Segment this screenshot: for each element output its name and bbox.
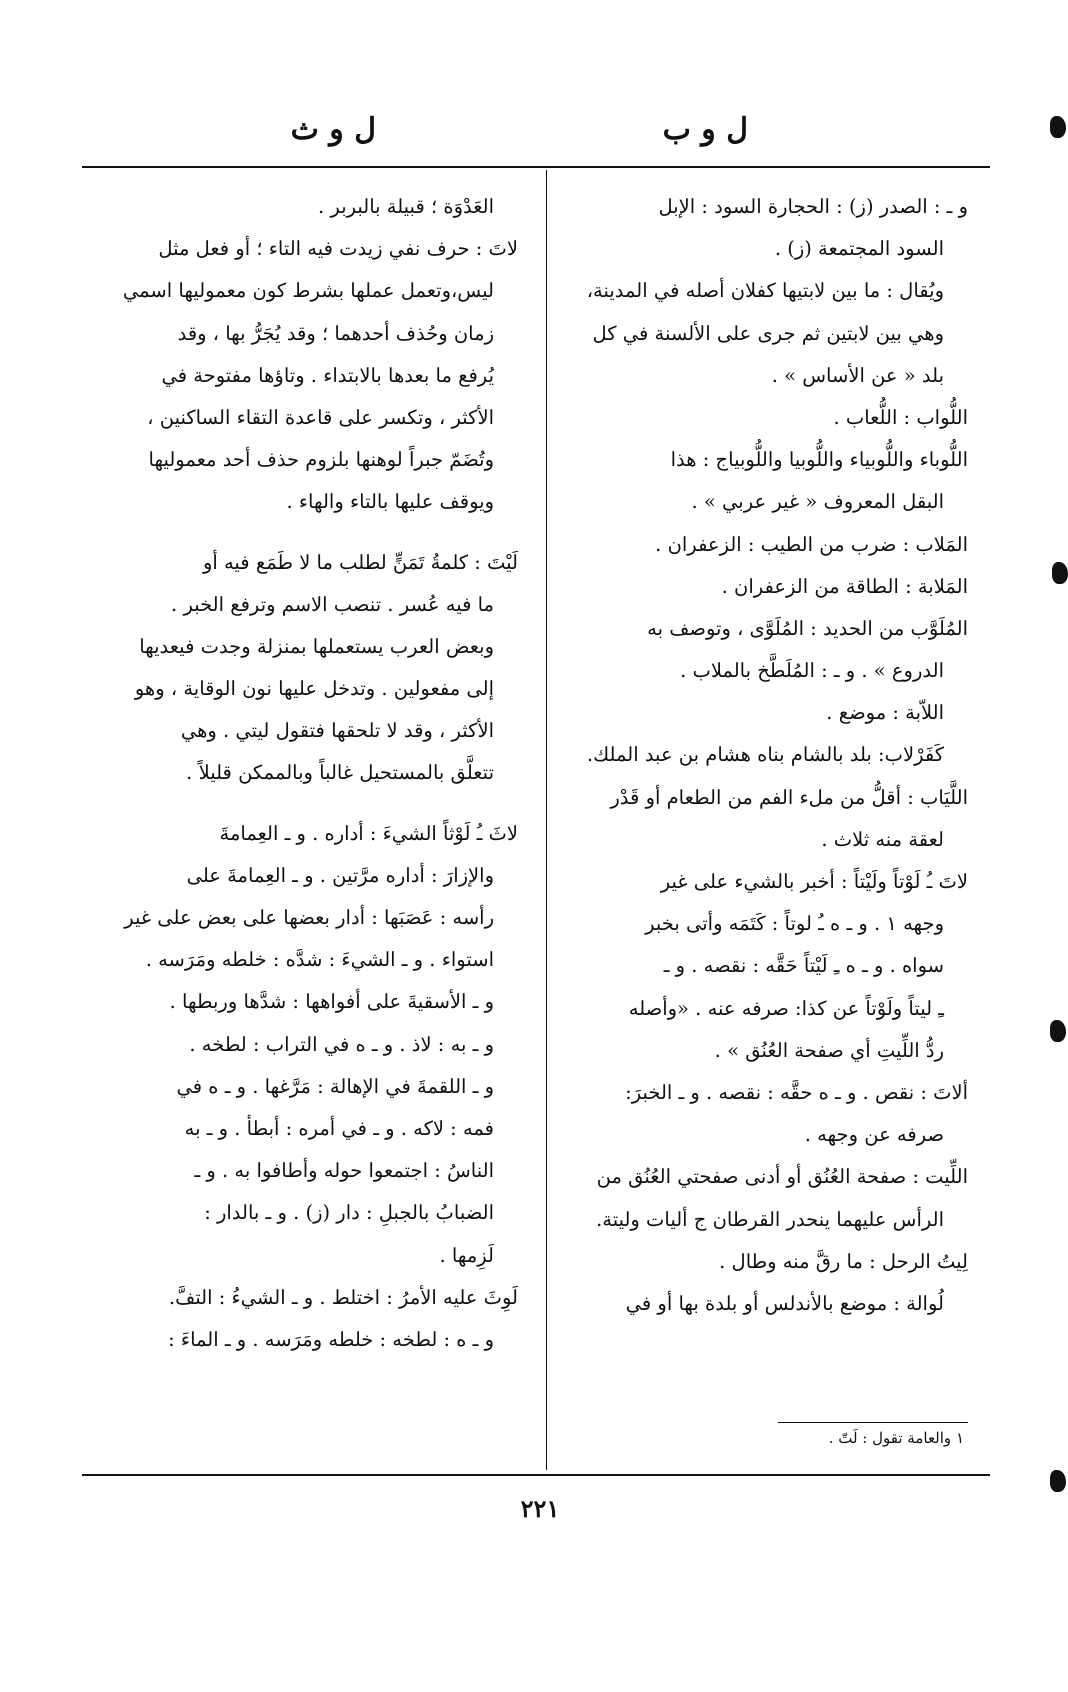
text-line: اللُّواب : اللُّعاب . bbox=[833, 405, 968, 429]
column-separator bbox=[546, 170, 547, 1470]
text-line: المَلاب : ضرب من الطيب : الزعفران . bbox=[655, 532, 968, 556]
text-line: اللِّيت : صفحة العُنُق أو أدنى صفحتي العُنُق من bbox=[596, 1165, 968, 1189]
text-line: الضبابُ بالجبلِ : دار (ز) . و ـ بالدار : bbox=[204, 1201, 494, 1225]
scan-edge-mark bbox=[1052, 562, 1068, 584]
text-line: وبعض العرب يستعملها بمنزلة وجدت فيعديها bbox=[139, 634, 494, 658]
text-line: لِيتُ الرحل : ما رقَّ منه وطال . bbox=[719, 1249, 968, 1273]
text-line: استواء . و ـ الشيءَ : شدَّه : خلطه ومَرَسه . bbox=[145, 948, 494, 972]
paragraph-gap bbox=[86, 524, 518, 542]
text-line: البقل المعروف « غير عربي » . bbox=[691, 490, 944, 514]
scan-edge-mark bbox=[1050, 1020, 1066, 1042]
text-line: و ـ الأسقيةَ على أفواهها : شدَّها وربطها . bbox=[169, 990, 494, 1014]
text-line: اللاّبة : موضع . bbox=[826, 701, 944, 725]
text-line: بلد « عن الأساس » . bbox=[771, 363, 944, 387]
text-line: كَفَرْلاب: بلد بالشام بناه هشام بن عبد الملك. bbox=[586, 743, 944, 767]
paragraph-gap bbox=[86, 795, 518, 813]
scan-edge-mark bbox=[1050, 1470, 1066, 1492]
text-line: اللُّوباء واللُّوبياء واللُّوبيا واللُّوبياج : هذا bbox=[670, 448, 968, 472]
text-line: ويُقال : ما بين لابتيها كفلان أصله في المدينة، bbox=[586, 279, 944, 303]
text-line: ردُّ اللِّيتِ أي صفحة العُنُق » . bbox=[714, 1038, 944, 1062]
text-line: وجهه ١ . و ـ ه ـُ لوتاً : كَتَمَه وأتى بخبر bbox=[645, 912, 944, 936]
footnote-rule bbox=[778, 1422, 968, 1423]
text-line: ـِ ليتاً ولَوْتاً عن كذا: صرفه عنه . «وأصله bbox=[628, 996, 944, 1020]
text-line: الأكثر ، وتكسر على قاعدة التقاء الساكنين ، bbox=[147, 405, 494, 429]
left-column bbox=[86, 186, 518, 1361]
text-line: صرفه عن وجهه . bbox=[804, 1123, 944, 1147]
text-line: رأسه : عَصَبَها : أدار بعضها على بعض على غير bbox=[124, 906, 494, 929]
text-line: ويوقف عليها بالتاء والهاء . bbox=[286, 490, 494, 514]
text-line: لُوالة : موضع بالأندلس أو بلدة بها أو في bbox=[625, 1291, 944, 1315]
text-line: ليس،وتعمل عملها بشرط كون معموليها اسمي bbox=[122, 279, 494, 303]
text-line: و ـ : الصدر (ز) : الحجارة السود : الإبل bbox=[658, 195, 968, 218]
text-line: لَيْتَ : كلمةُ تَمَنٍّ لطلب ما لا طَمَع فيه أو bbox=[202, 550, 518, 574]
text-line: و ـ اللقمةَ في الإهالة : مَرَّغها . و ـ ه في bbox=[176, 1074, 494, 1098]
text-line: والإزارَ : أداره مرَّتين . و ـ العِمامةَ على bbox=[186, 863, 494, 887]
text-line: وهي بين لابتين ثم جرى على الألسنة في كل bbox=[592, 321, 944, 345]
text-line: لاتَ : حرف نفي زيدت فيه التاء ؛ أو فعل مثل bbox=[158, 237, 518, 261]
text-line: لَزِمها . bbox=[439, 1243, 494, 1267]
text-line: و ـ به : لاذ . و ـ ه في التراب : لطخه . bbox=[189, 1032, 494, 1056]
left-header-title: ل و ث bbox=[290, 112, 376, 147]
right-column bbox=[552, 186, 968, 1325]
text-line: ما فيه عُسر . تنصب الاسم وترفع الخبر . bbox=[171, 592, 494, 616]
text-line: يُرفع ما بعدها بالابتداء . وتاؤها مفتوحة في bbox=[161, 363, 494, 387]
right-header-title: ل و ب bbox=[662, 112, 748, 147]
text-line: زمان وحُذف أحدهما ؛ وقد يُجَرُّ بها ، وقد bbox=[177, 321, 494, 345]
text-line: وتُضَمّ جبراً لوهنها بلزوم حذف أحد معموليها bbox=[148, 448, 494, 472]
text-line: الرأس عليهما ينحدر القرطان ج أليات وليتة. bbox=[596, 1207, 944, 1231]
text-line: الدروع » . و ـ : المُلَطَّخ بالملاب . bbox=[680, 659, 944, 683]
text-line: لاتَ ـُ لَوْتاً ولَيْتاً : أخبر بالشيء على غير bbox=[660, 870, 968, 893]
text-line: المَلابة : الطاقة من الزعفران . bbox=[721, 574, 968, 598]
text-line: السود المجتمعة (ز) . bbox=[774, 237, 944, 261]
text-line: ألاتَ : نقص . و ـ ه حقَّه : نقصه . و ـ الخبرَ: bbox=[625, 1080, 968, 1104]
scan-edge-mark bbox=[1050, 116, 1066, 138]
text-line: الناسُ : اجتمعوا حوله وأطافوا به . و ـ bbox=[194, 1159, 494, 1183]
text-line: المُلَوَّب من الحديد : المُلَوَّى ، وتوصف به bbox=[647, 616, 968, 640]
text-line: فمه : لاكه . و ـ في أمره : أبطأ . و ـ به bbox=[184, 1116, 494, 1140]
header-rule bbox=[82, 166, 990, 168]
text-line: العَدْوَة ؛ قبيلة بالبربر . bbox=[318, 195, 494, 218]
text-line: لعقة منه ثلاث . bbox=[821, 827, 944, 851]
text-line: الأكثر ، وقد لا تلحقها فتقول ليتي . وهي bbox=[180, 719, 494, 743]
text-line: لَوِثَ عليه الأمرُ : اختلط . و ـ الشيءُ : التفَّ. bbox=[168, 1285, 518, 1309]
text-line: سواه . و ـ ه ـِ لَيْتاً حَقَّه : نقصه . و ـ bbox=[663, 954, 944, 978]
footnote: ١ والعامة تقول : لَتّ . bbox=[828, 1429, 964, 1447]
text-line: و ـ ه : لطخه : خلطه ومَرَسه . و ـ الماءَ : bbox=[168, 1327, 494, 1351]
page-number: ٢٢١ bbox=[520, 1494, 560, 1523]
text-line: إلى مفعولين . وتدخل عليها نون الوقاية ، وهو bbox=[134, 677, 494, 701]
footer-rule bbox=[82, 1474, 990, 1476]
text-line: لاثَ ـُ لَوْثاً الشيءَ : أداره . و ـ العِمامةَ bbox=[219, 821, 518, 845]
text-line: اللَّيَاب : أقلُّ من ملء الفم من الطعام أو قَدْر bbox=[610, 785, 968, 809]
text-line: تتعلَّق بالمستحيل غالباً وبالممكن قليلاً . bbox=[186, 761, 494, 785]
